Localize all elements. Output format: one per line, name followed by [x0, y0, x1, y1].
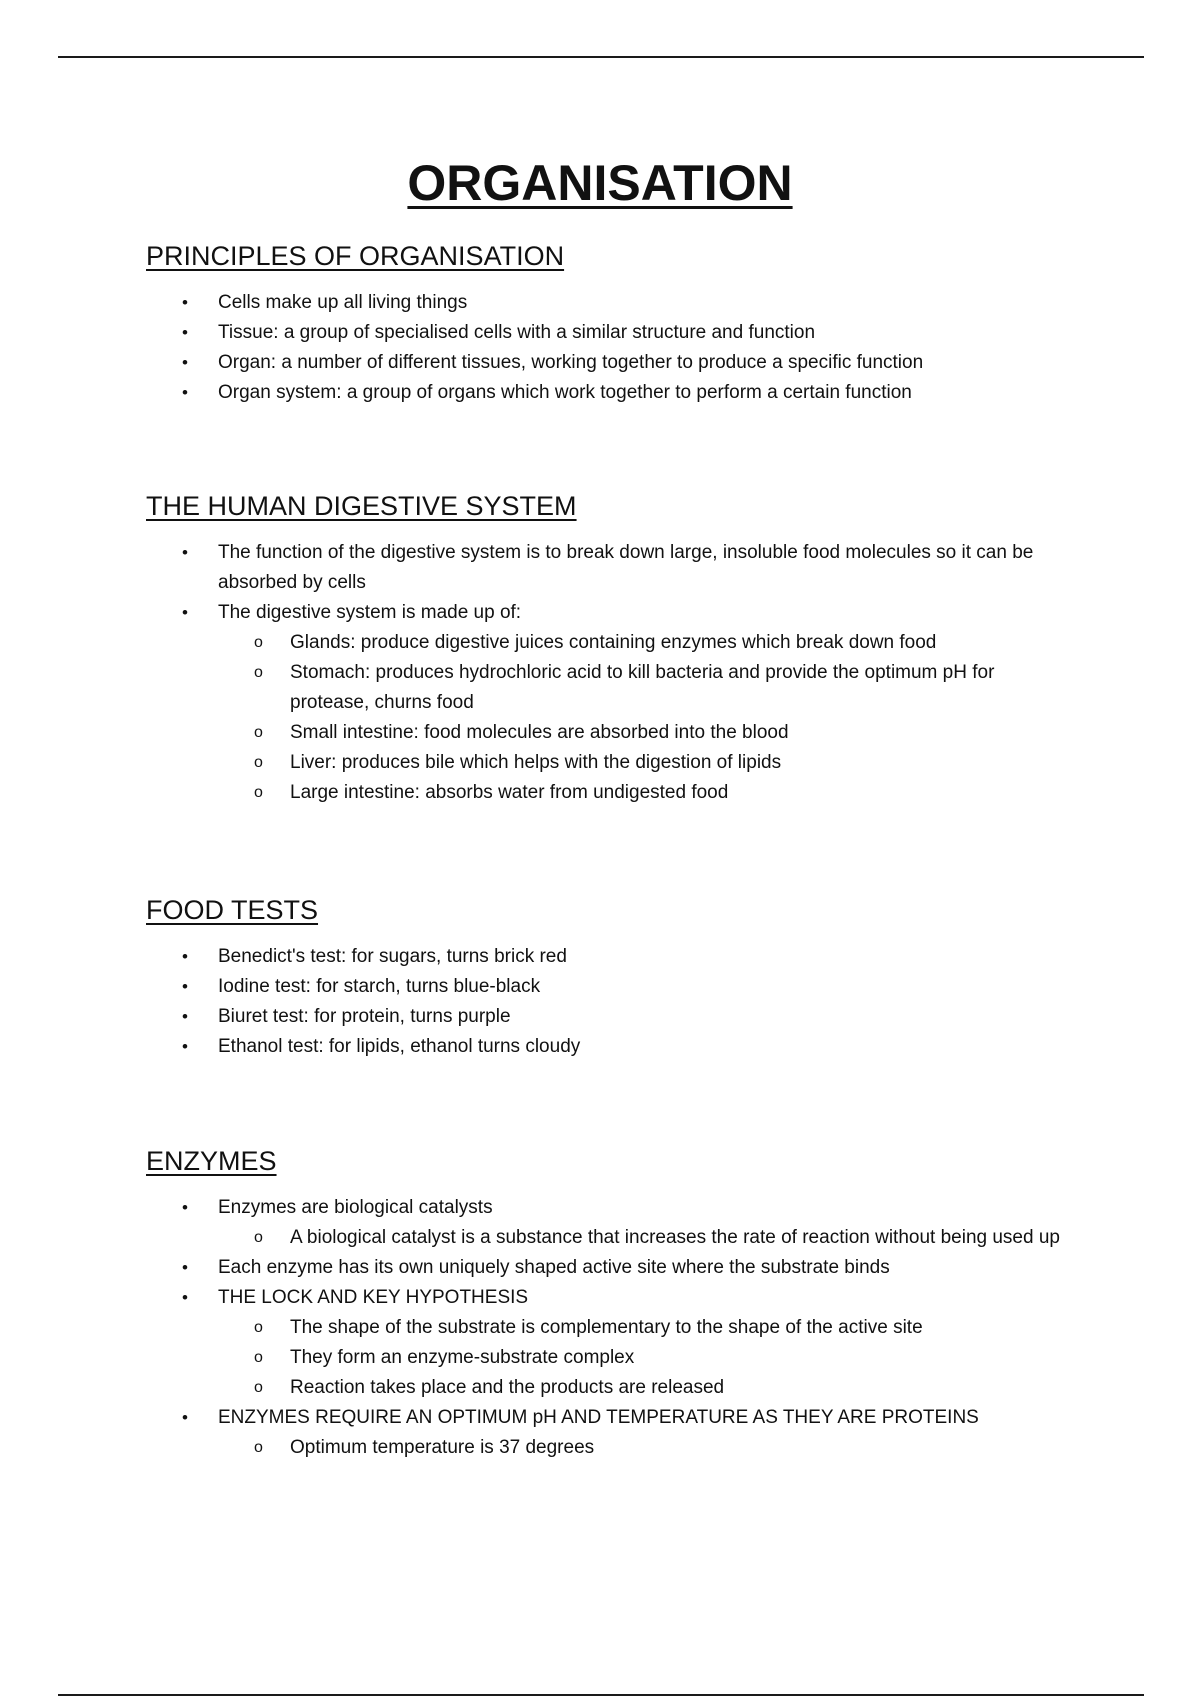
list-item: • The function of the digestive system is to break down large, insoluble food molecules so it can be absorbed by cells [146, 538, 1066, 598]
sub-bullet-list [218, 1433, 1066, 1463]
list-item: • Benedict's test: for sugars, turns brick red [146, 942, 1066, 972]
section-human-digestive-system [146, 488, 1066, 808]
sub-list-item: o Liver: produces bile which helps with the digestion of lipids [218, 748, 1066, 778]
list-item: • Enzymes are biological catalysts o A biological catalyst is a substance that increases the rate of reaction without being used up [146, 1193, 1066, 1253]
list-item: • Biuret test: for protein, turns purple [146, 1002, 1066, 1032]
sub-list-item: o Optimum temperature is 37 degrees [218, 1433, 1066, 1463]
circle-bullet-icon: o [254, 1319, 263, 1336]
list-item: • The digestive system is made up of: o Glands: produce digestive juices containing enzymes which break down food o Stomach: produces hydrochloric acid to kill bacteria and provide the optimum pH for protease, churns food o Small intestine: food molecules are absorbed into the blood o Liver: produces bile which helps with the digestion of lipids o Large intestine: absorbs water from undigested food [146, 598, 1066, 808]
sub-list-item: o The shape of the substrate is complementary to the shape of the active site [218, 1313, 1066, 1343]
sub-bullet-list [218, 1223, 1066, 1253]
bullet-icon: • [182, 947, 188, 966]
sub-bullet-list [218, 1313, 1066, 1403]
sub-list-item: o Large intestine: absorbs water from undigested food [218, 778, 1066, 808]
section-principles-of-organisation [146, 238, 1066, 408]
section-heading: THE HUMAN DIGESTIVE SYSTEM [146, 491, 577, 521]
circle-bullet-icon: o [254, 724, 263, 741]
section-heading: FOOD TESTS [146, 895, 319, 925]
bullet-icon: • [182, 1408, 188, 1427]
circle-bullet-icon: o [254, 1379, 263, 1396]
bullet-list [146, 942, 1066, 1062]
bullet-list [146, 1193, 1066, 1463]
bullet-icon: • [182, 323, 188, 342]
bottom-rule [58, 1694, 1144, 1696]
section-enzymes [146, 1143, 1066, 1463]
bullet-list [146, 288, 1066, 408]
list-item: • Each enzyme has its own uniquely shaped active site where the substrate binds [146, 1253, 1066, 1283]
bullet-icon: • [182, 353, 188, 372]
bullet-icon: • [182, 383, 188, 402]
list-item: • Tissue: a group of specialised cells with a similar structure and function [146, 318, 1066, 348]
page-title: ORGANISATION [407, 155, 793, 211]
circle-bullet-icon: o [254, 664, 263, 681]
sub-list-item: o They form an enzyme-substrate complex [218, 1343, 1066, 1373]
circle-bullet-icon: o [254, 784, 263, 801]
list-item: • THE LOCK AND KEY HYPOTHESIS o The shape of the substrate is complementary to the shape of the active site o They form an enzyme-substrate complex o Reaction takes place and the products are released [146, 1283, 1066, 1403]
sub-list-item: o Small intestine: food molecules are absorbed into the blood [218, 718, 1066, 748]
list-item: • Organ system: a group of organs which work together to perform a certain function [146, 378, 1066, 408]
sub-bullet-list [218, 628, 1066, 808]
bullet-icon: • [182, 293, 188, 312]
list-item: • Ethanol test: for lipids, ethanol turns cloudy [146, 1032, 1066, 1062]
circle-bullet-icon: o [254, 634, 263, 651]
list-item: • Organ: a number of different tissues, working together to produce a specific function [146, 348, 1066, 378]
circle-bullet-icon: o [254, 1439, 263, 1456]
section-heading: ENZYMES [146, 1146, 277, 1176]
bullet-icon: • [182, 543, 188, 562]
circle-bullet-icon: o [254, 1349, 263, 1366]
sub-list-item: o A biological catalyst is a substance that increases the rate of reaction without being used up [218, 1223, 1066, 1253]
sub-list-item: o Stomach: produces hydrochloric acid to kill bacteria and provide the optimum pH for protease, churns food [218, 658, 1066, 718]
top-rule [58, 56, 1144, 58]
circle-bullet-icon: o [254, 1229, 263, 1246]
list-item: • Iodine test: for starch, turns blue-black [146, 972, 1066, 1002]
bullet-icon: • [182, 977, 188, 996]
bullet-icon: • [182, 1037, 188, 1056]
list-item: • ENZYMES REQUIRE AN OPTIMUM pH AND TEMPERATURE AS THEY ARE PROTEINS o Optimum temperature is 37 degrees [146, 1403, 1066, 1463]
bullet-icon: • [182, 1258, 188, 1277]
section-heading: PRINCIPLES OF ORGANISATION [146, 241, 565, 271]
bullet-icon: • [182, 1288, 188, 1307]
bullet-list [146, 538, 1066, 808]
bullet-icon: • [182, 603, 188, 622]
list-item: • Cells make up all living things [146, 288, 1066, 318]
bullet-icon: • [182, 1198, 188, 1217]
circle-bullet-icon: o [254, 754, 263, 771]
sub-list-item: o Reaction takes place and the products are released [218, 1373, 1066, 1403]
bullet-icon: • [182, 1007, 188, 1026]
sub-list-item: o Glands: produce digestive juices containing enzymes which break down food [218, 628, 1066, 658]
section-food-tests [146, 892, 1066, 1062]
